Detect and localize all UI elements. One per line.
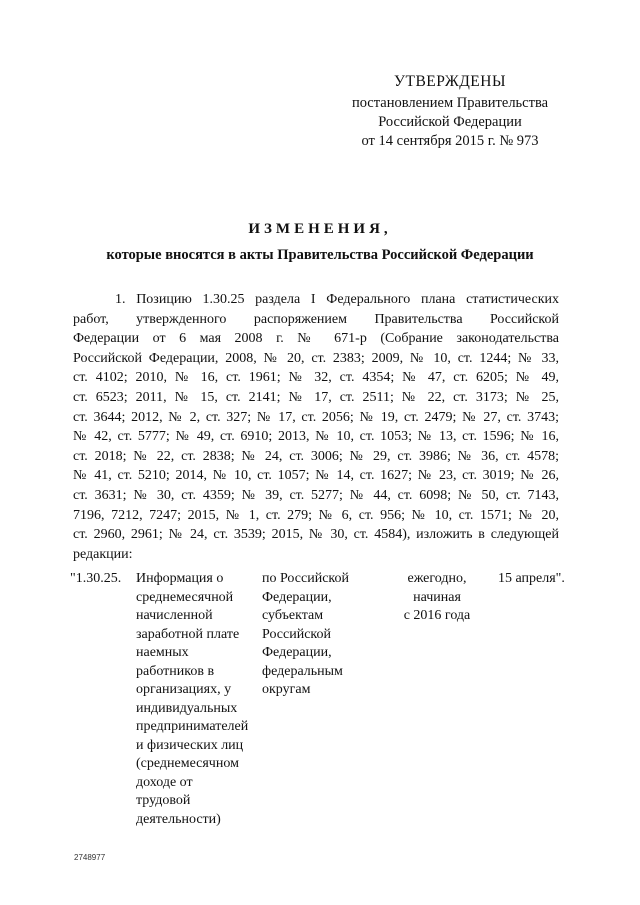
indicator-name (136, 570, 268, 829)
indicator-name-line: индивидуальных (136, 700, 238, 716)
indicator-name-line: предпринимателей (136, 719, 249, 734)
indicator-deadline: 15 апреля". (498, 571, 565, 586)
indicator-scope-line: округам (262, 682, 311, 697)
paragraph-line: № 41, ст. 5210; 2014, № 10, ст. 1057; № 14, ст. 1627; № 23, ст. 3019; № 26, (73, 468, 559, 484)
paragraph-line: работ, утвержденного распоряжением Правительства Российской (73, 311, 559, 327)
indicator-scope-line: по Российской (262, 571, 349, 586)
paragraph-line: ст. 4102; 2010, № 16, ст. 1961; № 32, ст. 4354; № 47, ст. 6205; № 49, (73, 370, 559, 386)
indicator-name-line: трудовой (136, 793, 191, 808)
indicator-name-line: (среднемесячном (136, 756, 239, 771)
indicator-scope-line: Федерации, (262, 645, 332, 660)
paragraph-1 (73, 290, 559, 564)
approval-line-3: Российской Федерации (378, 114, 522, 130)
document-code: 2748977 (74, 853, 106, 862)
indicator-name-line: доходе от (136, 774, 193, 790)
indicator-name-line: среднемесячной (136, 589, 234, 605)
indicator-period-line: ежегодно, (407, 571, 467, 586)
indicator-name-line: деятельности) (136, 811, 221, 827)
paragraph-line: 1. Позицию 1.30.25 раздела I Федерального плана статистических (115, 292, 559, 307)
approval-block (330, 72, 570, 151)
paragraph-line: № 42, ст. 5777; № 49, ст. 6910; 2013, № 10, ст. 1053; № 13, ст. 1596; № 16, (73, 429, 559, 445)
indicator-name-line: работников в (136, 663, 215, 679)
paragraph-line: ст. 2960, 2961; № 24, ст. 3539; 2015, № 30, ст. 4584), изложить в следующей (73, 527, 559, 543)
indicator-name-line: организациях, у (136, 682, 232, 697)
indicator-name-line: начисленной (136, 608, 213, 623)
position-code: "1.30.25. (70, 571, 122, 586)
indicator-scope (262, 570, 372, 700)
paragraph-line: редакции: (73, 546, 133, 562)
indicator-period-line: с 2016 года (403, 608, 471, 623)
indicator-name-line: заработной плате (136, 626, 240, 642)
approval-line-4: от 14 сентября 2015 г. № 973 (361, 133, 539, 149)
paragraph-line: ст. 2018; № 22, ст. 2838; № 24, ст. 3006; № 29, ст. 3986; № 36, ст. 4578; (73, 448, 559, 464)
paragraph-line: ст. 3644; 2012, № 2, ст. 327; № 17, ст. 2056; № 19, ст. 2479; № 27, ст. 3743; (73, 409, 559, 425)
document-title: ИЗМЕНЕНИЯ, (248, 221, 392, 237)
indicator-scope-line: субъектам (262, 608, 324, 623)
indicator-period (392, 570, 482, 626)
indicator-period-line: начиная (413, 589, 461, 605)
approval-heading: УТВЕРЖДЕНЫ (394, 73, 506, 90)
paragraph-line: Российской Федерации, 2008, № 20, ст. 2383; 2009, № 10, ст. 1244; № 33, (73, 350, 559, 366)
paragraph-line: Федерации от 6 мая 2008 г. № 671-р (Собрание законодательства (73, 331, 559, 347)
paragraph-line: ст. 6523; 2011, № 15, ст. 2141; № 17, ст. 2511; № 22, ст. 3173; № 25, (73, 389, 559, 405)
indicator-name-line: Информация о (136, 571, 224, 586)
indicator-name-line: наемных (136, 645, 189, 660)
document-subtitle: которые вносятся в акты Правительства Российской Федерации (106, 247, 534, 263)
indicator-scope-line: Федерации, (262, 589, 332, 605)
indicator-scope-line: Российской (262, 626, 331, 642)
paragraph-line: 7196, 7212, 7247; 2015, № 1, ст. 279; № 6, ст. 956; № 10, ст. 1571; № 20, (73, 507, 559, 523)
indicator-scope-line: федеральным (262, 663, 343, 679)
paragraph-line: ст. 3631; № 30, ст. 4359; № 39, ст. 5277; № 44, ст. 6098; № 50, ст. 7143, (73, 487, 559, 503)
approval-line-2: постановлением Правительства (351, 95, 549, 111)
indicator-name-line: и физических лиц (136, 737, 244, 753)
